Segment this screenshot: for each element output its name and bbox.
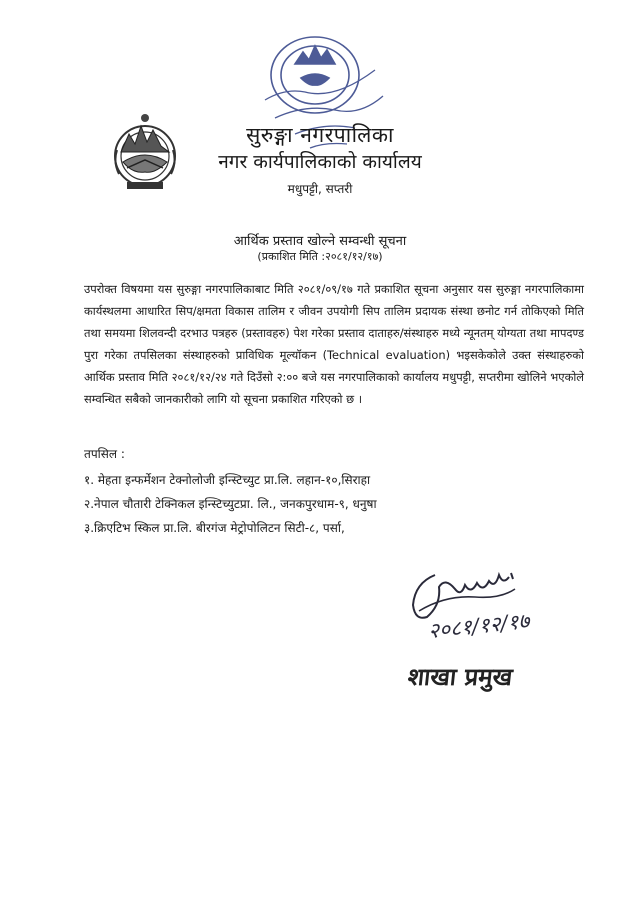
published-date: (प्रकाशित मिति :२०८१/१२/१७) (257, 250, 383, 263)
office-address: मधुपट्टी, सप्तरी (287, 182, 353, 196)
annex-list (84, 468, 377, 540)
notice-body: उपरोक्त विषयमा यस सुरुङ्गा नगरपालिकाबाट मिति २०८१/०९/१७ गते प्रकाशित सूचना अनुसार यस सुरुङ्गा नगरपालिकामा कार्यस्थलमा आधारित सिप/क्षमता विकास तालिम र जीवन उपयोगी सिप तालिम प्रदायक संस्था छनोट गर्न तोकिएको मिति तथा समयमा शिलवन्दी दरभाउ पत्रहरु (प्रस्तावहरु) पेश गरेका प्रस्ताव दाताहरु/संस्थाहरु मध्ये न्यूनतम् योग्यता तथा मापदण्ड पुरा गरेका तपसिलका संस्थाहरुको प्राविधिक मूल्यॉकन (Technical evaluation) भइसकेकोले उक्त संस्थाहरुको आर्थिक प्रस्ताव मिति २०८१/१२/२४ गते दिउँसो २:०० बजे यस नगरपालिकाको कार्यालय मधुपट्टी, सप्तरीमा खोलिने भएकोले सम्वन्धित सबैको जानकारीको लागि यो सूचना प्रकाशित गरिएको छ । (84, 282, 584, 406)
signature-date: २०८१/१२/१७ (427, 608, 531, 644)
list-item: १. मेहता इन्फर्मेशन टेक्नोलोजी इन्स्टिच्युट प्रा.लि. लहान-१०,सिराहा (84, 473, 371, 487)
section-head-stamp: शाखा प्रमुख (406, 663, 514, 691)
list-item: ३.क्रिएटिभ स्किल प्रा.लि. बीरगंज मेट्रोपोलिटन सिटी-८, पर्सा, (84, 521, 345, 535)
office-name: नगर कार्यपालिकाको कार्यालय (218, 151, 422, 173)
notice-title: आर्थिक प्रस्ताव खोल्ने सम्वन्धी सूचना (233, 234, 407, 249)
list-item: २.नेपाल चौतारी टेक्निकल इन्स्टिच्युटप्रा. लि., जनकपुरधाम-९, धनुषा (84, 497, 377, 511)
annex-heading: तपसिल : (84, 447, 125, 461)
organization-name: सुरुङ्गा नगरपालिका (246, 123, 394, 147)
